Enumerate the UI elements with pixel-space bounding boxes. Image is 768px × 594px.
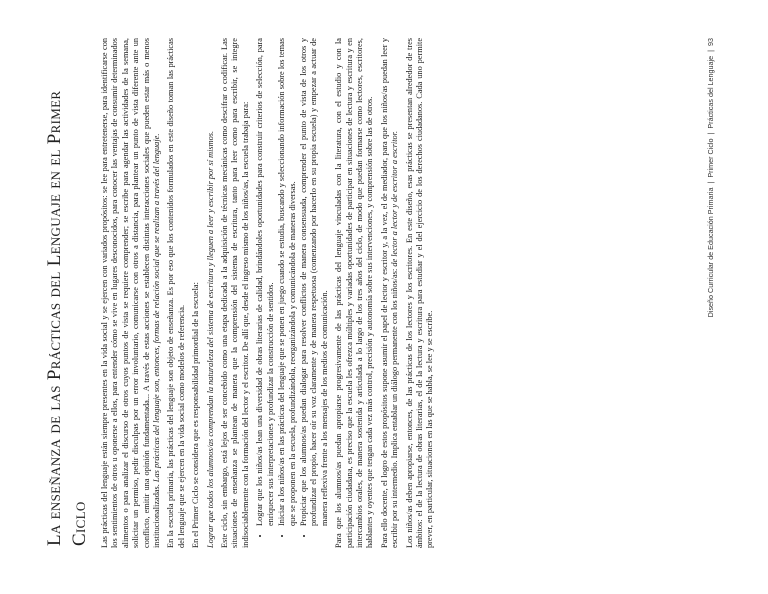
school-paragraph: En la escuela primaria, las prácticas del lenguaje son objeto de enseñanza. Es por eso que los contenidos formulados en este diseño toman las prácticas del lenguaje que se ejercen en la vida social como modelos de referencia. <box>166 38 186 548</box>
footer-separator: | <box>706 181 715 184</box>
objectives-list <box>255 38 330 548</box>
list-item: • Lograr que los niños/as lean una diversidad de obras literarias de calidad, brindándoles oportunidades para construir criterios de selección, para enriquecer sus interpretaciones y profundizar la construcción de sentidos. <box>255 38 276 526</box>
intro-text: Las prácticas del lenguaje están siempre presentes en la vida social y se ejercen con variados propósitos: se lee para entretenerse, para identificarse con los sentimientos de otros u oponerse a ellos, para entender cómo se vive en lugares desconocidos, para conocer las ventajas de consumir determinados alimentos o para analizar el discurso de otros cuyos puntos de vista se requiere comprender; se escribe para agendar las actividades de la semana, solicitar un permiso, pedir disculpas por un error involuntario, comunicarse con otros a distancia, para plantear un punto de vista diferente ante un conflicto, emitir una opinión fundamentada... A través de estas acciones se establecen distintas interacciones sociales que pueden estar más o menos institucionalizadas. <box>100 38 162 548</box>
definition-text: Las prácticas del lenguaje son, entonces, formas de relación social que se realizan a través del lenguaje. <box>152 133 162 483</box>
page-number: 93 <box>706 38 715 46</box>
teacher-paragraph <box>380 38 401 548</box>
cycle-paragraph: Este ciclo, sin embargo, está lejos de ser concebido como una etapa dedicada a la adquisición de técnicas mecánicas como descifrar o codificar. Las situaciones de enseñanza se plantean de manera que la comprensión del sistema de escritura, tanto para leer como para escribir, se integre indisociablemente con la formación del lector y el escritor. De allí que, desde el ingreso mismo de los niños/as, la escuela trabaja para: <box>220 38 250 548</box>
footer-publication: Diseño Curricular de Educación Primaria <box>706 187 715 318</box>
page-footer <box>706 38 716 548</box>
responsibility-paragraph: En el Primer Ciclo se considera que es responsabilidad primordial de la escuela: <box>191 282 201 548</box>
footer-separator: | <box>706 132 715 135</box>
body-text <box>100 38 440 548</box>
page-title: La enseñanza de las Prácticas del Lenguaje en el Primer Ciclo <box>44 90 90 546</box>
appropriation-paragraph: Para que los alumnos/as puedan apropiarse progresivamente de las prácticas del lenguaje vinculadas con la literatura, con el estudio y con la participación ciudadana, es preciso que la escuela les ofrezca múltiples y variadas oportunidades de participar en situaciones de lectura y escritura y en intercambios orales, de manera sostenida y articulada a lo largo de los tres años del ciclo, de modo que puedan formarse como lectores, escritores, hablantes y oyentes que tengan cada vez más control, precisión y autonomía sobre sus intervenciones, y comprensión sobre las de otros. <box>334 38 375 548</box>
dialogue-emphasis: de lector a lector y de escritor a escritor. <box>390 130 400 267</box>
ambits-paragraph: Los niños/as deben apropiarse, entonces, de las prácticas de los lectores y los escritores. En este diseño, esas prácticas se presentan alrededor de tres ámbitos: el de la lectura de obras literarias, el de la lectura y escritura para estudiar y el del ejercicio de los derechos ciudadanos. Cada uno permite prever, en particular, situaciones en las que se habla, se lee y se escribe. <box>404 38 435 548</box>
teacher-text: Para ello docente, el logro de estos propósitos supone asumir el papel de lector y escritor y, a la vez, el de mediador, para que los niños/as puedan leer y escribir por su intermedio. Implica entablar un diálogo permanente con los niños/as: <box>379 38 400 548</box>
goal-statement: Lograr que todos los alumnos/as comprendan la naturaleza del sistema de escritura y lleguen a leer y escribir por sí mismos. <box>205 130 215 548</box>
intro-paragraph <box>100 38 162 548</box>
footer-separator: | <box>706 50 715 52</box>
footer-section: Prácticas del Lenguaje <box>706 55 715 129</box>
footer-cycle: Primer Ciclo <box>706 138 715 178</box>
list-item: • Iniciar a los niños/as en las prácticas del lenguaje que se ponen en juego cuando se estudia, buscando y seleccionando información sobre los temas que se proponen en la escuela, profundizándola, reorganizándola y comunicándola de maneras diversas. <box>277 38 298 526</box>
list-item: • Propiciar que los alumnos/as puedan dialogar para resolver conflictos de manera consensuada, comprender el punto de vista de los otros y profundizar el propio, hacer oír su voz claramente y de manera respetuosa (comenzando por hacerlo en su propia escuela) y empezar a actuar de manera reflexiva frente a los mensajes de los medios de comunicación. <box>299 38 330 526</box>
